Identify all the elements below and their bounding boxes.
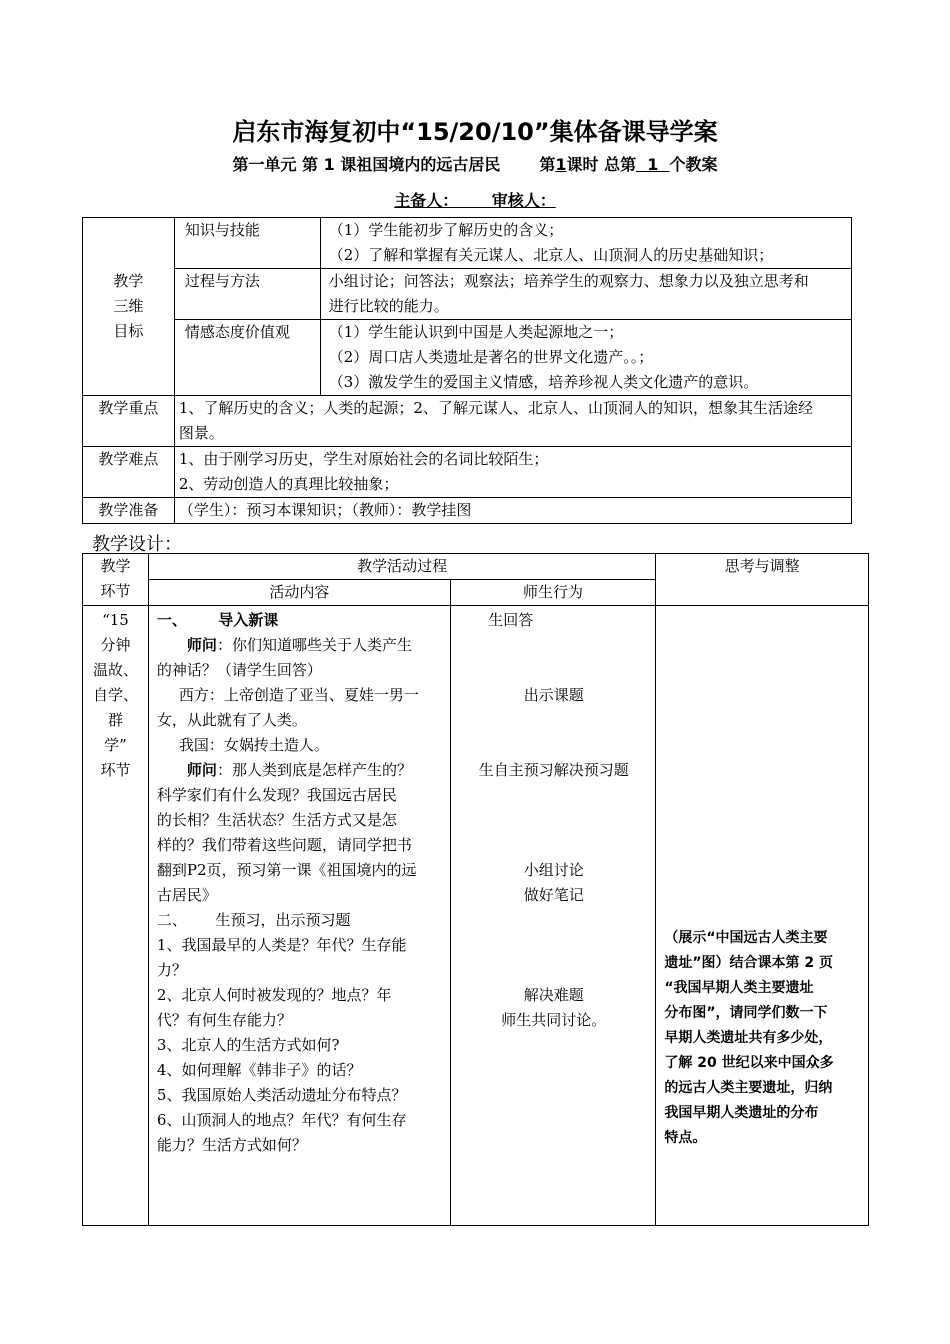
- total-number: 1: [636, 155, 670, 174]
- unit-lesson: 第一单元 第 1 课祖国境内的远古居民: [232, 155, 501, 174]
- stage-header: 教学 环节: [83, 554, 149, 606]
- section-1-title: 一、 导入新课: [156, 611, 279, 629]
- difficulty-label: 教学难点: [83, 447, 175, 498]
- stage-cell: “15 分钟 温故、 自学、 群 学” 环节: [83, 606, 149, 1226]
- design-table: [82, 553, 869, 1226]
- emotion-label: 情感态度价值观: [174, 320, 320, 396]
- period-number: 1: [555, 155, 567, 174]
- content-header: 活动内容: [148, 580, 450, 606]
- focus-label: 教学重点: [83, 396, 175, 447]
- section-2-title: 二、 生预习，出示预习题: [156, 911, 351, 929]
- activity-content: 一、 导入新课 师问：你们知道哪些关于人类产生 的神话？（请学生回答） 西方：上帝创造了亚当、夏娃一男一 女，从此就有了人类。 我国：女娲抟土造人。 师问：那人类到底是怎样产生的？ 科学家们有什么发现？我国远古居民 的长相？生活状态？生活方式又是怎 样的？我们带着这些问题，请同学把书 翻到P2页，预习第一课《祖国境内的远 古居民》 二、 生预习，出示预习题 1、我国最早的人类是？年代？生存能 力？ 2、北京人何时被发现的？地点？年 代？有何生存能力？ 3、北京人的生活方式如何? 4、如何理解《韩非子》的话？ 5、我国原始人类活动遗址分布特点？ 6、山顶洞人的地点？年代？有何生存 能力？生活方式如何？: [148, 606, 450, 1226]
- objectives-table: [82, 217, 852, 524]
- process-header: 教学活动过程: [148, 554, 655, 580]
- three-dimension-label: 教学 三维 目标: [83, 218, 175, 396]
- difficulty-content: 1、由于刚学习历史，学生对原始社会的名词比较陌生； 2、劳动创造人的真理比较抽象；: [174, 447, 851, 498]
- reflect-header: 思考与调整: [656, 554, 869, 606]
- process-label: 过程与方法: [174, 269, 320, 320]
- prep-content: （学生）：预习本课知识；（教师）：教学挂图: [174, 498, 851, 524]
- behavior-header: 师生行为: [450, 580, 656, 606]
- authors-line: 主备人： 审核人：: [394, 191, 556, 210]
- behavior-cell: 生回答 出示课题 生自主预习解决预习题 小组讨论 做好笔记 解决难题 师生共同讨论。: [450, 606, 656, 1226]
- knowledge-content: （1）学生能初步了解历史的含义； （2）了解和掌握有关元谋人、北京人、山顶洞人的历史基础知识；: [320, 218, 851, 269]
- focus-content: 1、了解历史的含义；人类的起源；2、了解元谋人、北京人、山顶洞人的知识，想象其生活途经 图景。: [174, 396, 851, 447]
- page-title: 启东市海复初中“15/20/10”集体备课导学案: [232, 118, 718, 146]
- emotion-content: （1）学生能认识到中国是人类起源地之一； （2）周口店人类遗址是著名的世界文化遗产。。； （3）激发学生的爱国主义情感，培养珍视人类文化遗产的意识。: [320, 320, 851, 396]
- knowledge-label: 知识与技能: [174, 218, 320, 269]
- reflect-cell: （展示“中国远古人类主要 遗址”图）结合课本第 2 页 “我国早期人类主要遗址 分布图”，请同学们数一下 早期人类遗址共有多少处， 了解 20 世纪以来中国众多 的远古人类主要遗址，归纳 我国早期人类遗址的分布 特点。: [656, 606, 869, 1226]
- prep-label: 教学准备: [83, 498, 175, 524]
- process-content: 小组讨论；问答法；观察法；培养学生的观察力、想象力以及独立思考和 进行比较的能力。: [320, 269, 851, 320]
- lesson-subtitle: 第一单元 第 1 课祖国境内的远古居民 第1课时 总第 1 个教案: [232, 155, 718, 174]
- design-label: 教学设计：: [92, 534, 182, 555]
